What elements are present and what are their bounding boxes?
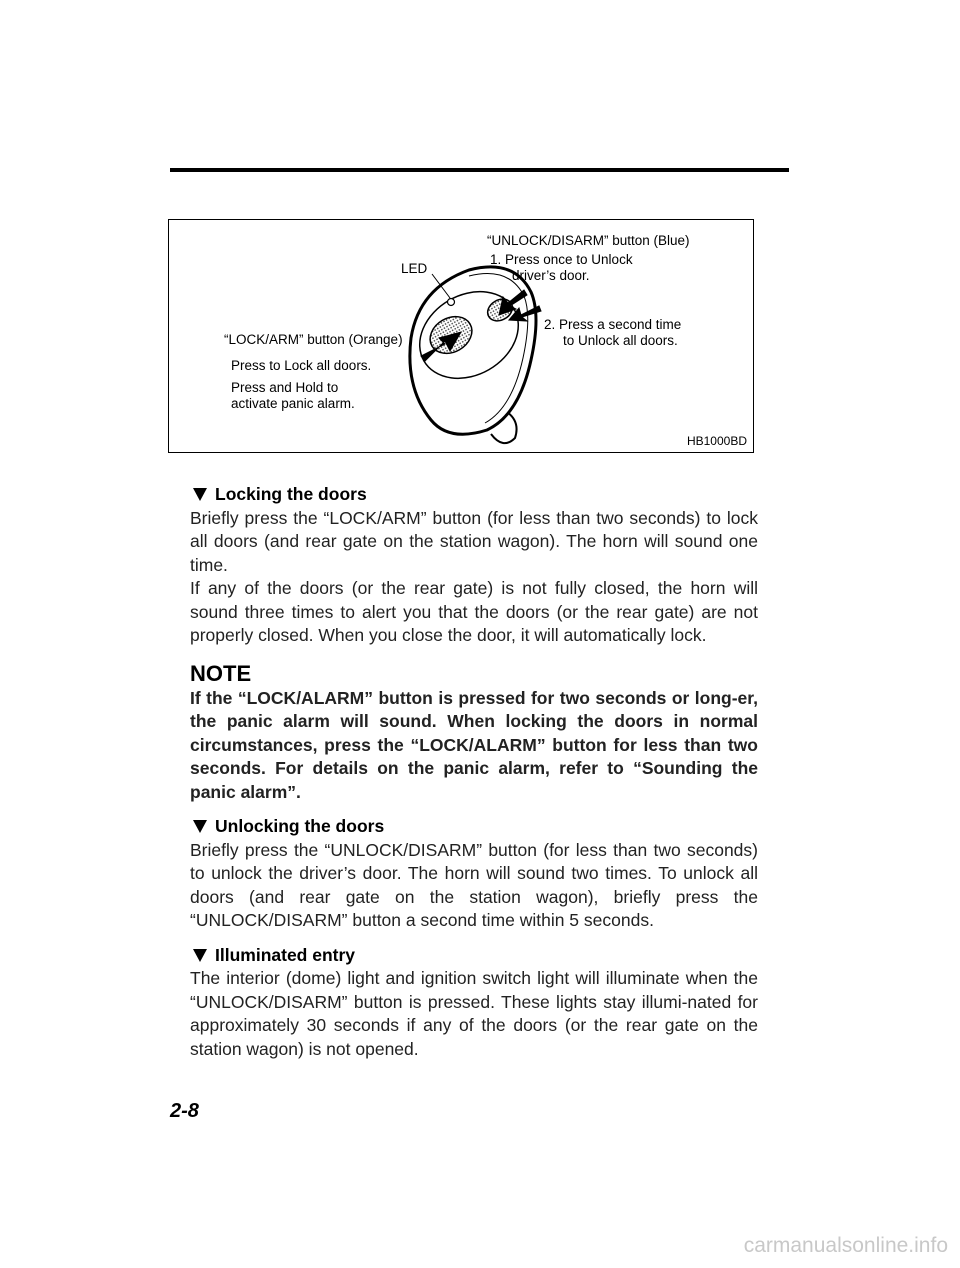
lock-button-label: “LOCK/ARM” button (Orange) [224,332,403,347]
unlock-step1-label-cont: driver’s door. [512,268,590,283]
panic-desc-label-cont: activate panic alarm. [231,396,355,411]
paragraph: The interior (dome) light and ignition switch light will illuminate when the “UNLOCK/DISARM” button is pressed. These lights stay illumi-nated for approximately 30 seconds if any of the doors (or the rear gate on the station wagon) is not opened. [190,968,758,1059]
note-body: If the “LOCK/ALARM” button is pressed for two seconds or long-er, the panic alarm will sound. When locking the doors in normal circumstances, press the “LOCK/ALARM” button for less than two seconds. For details on the panic alarm, refer to “Sounding the panic alarm”. [190,687,758,802]
led-label: LED [401,261,428,276]
panic-desc-label: Press and Hold to [231,380,339,395]
led-dot [448,299,455,306]
page-number: 2-8 [170,1100,199,1122]
unlock-button-label: “UNLOCK/DISARM” button (Blue) [487,233,690,248]
paragraph: Briefly press the “LOCK/ARM” button (for less than two seconds) to lock all doors (and rear gate on the station wagon). The horn will sound one time. [190,507,758,575]
unlock-step1-label: 1. Press once to Unlock [490,252,633,267]
section-heading-text: Locking the doors [215,484,367,504]
triangle-bullet-icon [193,949,207,962]
figure-code: HB1000BD [686,434,747,448]
triangle-bullet-icon [193,488,207,501]
paragraph: If any of the doors (or the rear gate) is not fully closed, the horn will sound three times to alert you that the doors (or the rear gate) are not properly closed. When you close the door, it will automatically lock. [190,578,758,645]
note-title: NOTE [190,660,252,686]
unlock-step2-label-cont: to Unlock all doors. [563,333,678,348]
triangle-bullet-icon [193,820,207,833]
keyfob-figure [168,219,754,453]
paragraph: Briefly press the “UNLOCK/DISARM” button (for less than two seconds) to unlock the driver’s door. The horn will sound two times. To unlock all doors (and rear gate on the station wagon), briefly press the “UNLOCK/DISARM” button a second time within 5 seconds. [190,839,758,930]
section-heading-unlocking [190,815,758,839]
lock-desc-label: Press to Lock all doors. [231,358,372,373]
watermark: carmanualsonline.info [743,1234,948,1257]
unlock-step2-label: 2. Press a second time [544,317,682,332]
section-heading-text: Illuminated entry [215,944,356,965]
header-rule [170,168,789,172]
section-heading-text: Unlocking the doors [215,816,385,836]
section-heading-illuminated [190,944,758,968]
manual-content [190,483,758,1061]
section-heading-locking [190,483,758,507]
